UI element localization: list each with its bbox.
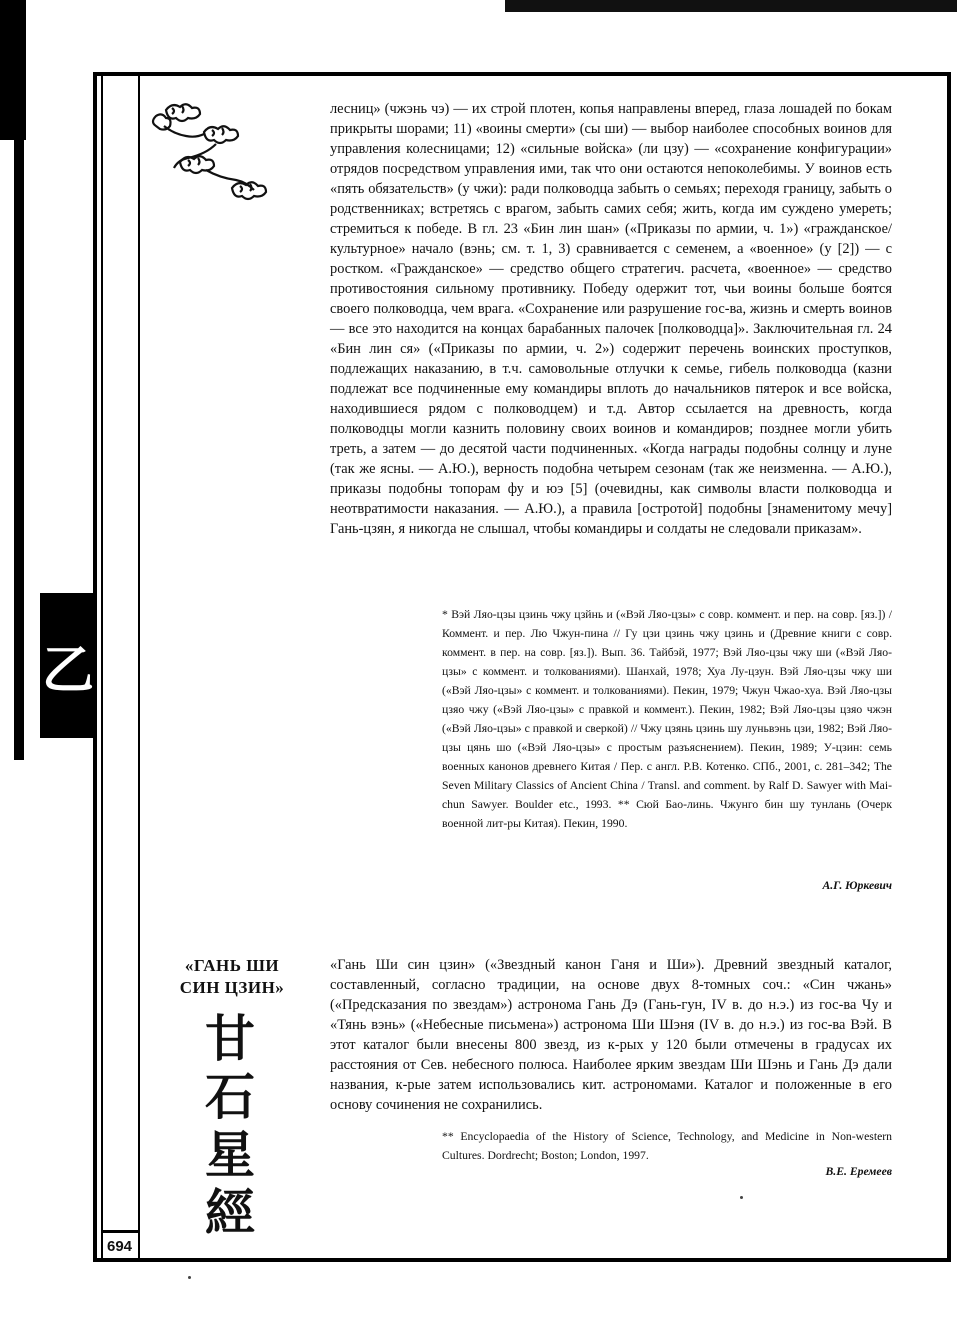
- entry-body: «Гань Ши син цзин» («Звездный канон Ганя и Ши»). Древний звездный каталог, составленный, согласно традиции, на основе двух 8-томных соч.: «Син чжань» («Предсказания по звездам») астронома Гань Дэ (Гань-гун, IV в. до н.э.) из гос-ва Чу и «Тянь вэнь» («Небесные письмена») астронома Ши Шэня (IV в. до н.э.) из гос-ва Вэй. В этот каталог были внесены 800 звезд, из к-рых у 120 были отмечены в градусах их расстояния от Сев. небесного полюса. Наиболее ярким звездам Ши Шэнь и Гань Дэ дали названия, к-рые затем использовались кит. астрономами. Каталог и положенные в его основу сочинения не сохранились.: [330, 957, 892, 1113]
- scan-edge-shadow: [0, 0, 26, 140]
- cloud-ornament-icon: [146, 96, 276, 216]
- hieroglyph: 石: [205, 1068, 255, 1126]
- entry-hieroglyphs: [200, 1010, 260, 1242]
- entry-bibliography: ** Encyclopaedia of the History of Science, Technology, and Medicine in Non-western Cultures. Dordrecht; Boston; London, 1997.: [442, 1130, 892, 1162]
- hieroglyph: 經: [205, 1184, 255, 1242]
- frame-inner-line-right: [138, 72, 140, 1262]
- hieroglyph: 甘: [205, 1010, 255, 1068]
- entry-heading-line1: «ГАНЬ ШИ: [184, 956, 280, 975]
- scan-edge-shadow-lower: [14, 140, 24, 760]
- section-tab: 乙: [40, 593, 96, 738]
- scan-speck: [188, 1276, 191, 1279]
- hieroglyph: 星: [205, 1126, 255, 1184]
- entry-author: В.Е. Еремеев: [825, 1165, 892, 1178]
- article-author: А.Г. Юркевич: [822, 879, 892, 892]
- article-bibliography: * Вэй Ляо-цзы цзинь чжу цзйнь и («Вэй Ляо-цзы» с совр. коммент. и пер. на совр. [яз.]) / Коммент. и пер. Лю Чжун-пина // Гу цзи цзинь чжу цзинь и (Древние книги с совр. коммент. в пер. на совр. [яз.]). Вып. 36. Тайбэй, 1977; Вэй Ляо-цзы чжу ши («Вэй Ляо-цзы» с коммент. и толкованиями). Шанхай, 1978; Хуа Лу-цзун. Вэй Ляо-цзы чжу ши («Вэй Ляо-цзы» с коммент. и толкованиями). Пекин, 1979; Чжун Чжао-хуа. Вэй Ляо-цзы цзяо чжу («Вэй Ляо-цзы» с правкой и коммент.). Пекин, 1982; Вэй Ляо-цзы цзяо чжэн («Вэй Ляо-цзы» с правкой и сверкой) // Чжу цзянь цзинь шу луньвэнь цзи, 1982; Вэй Ляо-цзы цянь шо («Вэй Ляо-цзы» с простым разъяснением). Пекин, 1989; У-цзин: семь военных канонов древнего Китая / Пер. с англ. Р.В. Котенко. СПб., 2001, с. 281–342; The Seven Military Classics of Ancient China / Transl. and comment. by Ralf D. Sawyer with Mai-chun Sawyer. Boulder etc., 1993. ** Сюй Бао-линь. Чжунго бин шу тунлань (Очерк военной лит-ры Китая). Пекин, 1990.: [442, 608, 892, 830]
- frame-inner-line-left: [101, 72, 103, 1262]
- scan-speck: [740, 1196, 743, 1199]
- page-number: 694: [101, 1230, 138, 1261]
- top-rule: [505, 0, 957, 12]
- entry-heading-line2: СИН ЦЗИН»: [179, 978, 285, 997]
- article-body: лесниц» (чжэнь чэ) — их строй плотен, копья направлены вперед, глаза лошадей по бокам прикрыты шорами; 11) «воины смерти» (сы ши) — выбор наиболее способных воинов для управления колесницами; 12) «сильные войска» (ли цзу) — «сохранение конфигурации» отрядов посредством управления ими, так что они остаются непоколебимы. У воинов есть «пять обязательств» (у чжи): ради полководца забыть о семьях; переходя границу, забыть о родственниках; встретясь с врагом, забыть самих себя; жить, когда им суждено умереть; стремиться к победе. В гл. 23 «Бин лин шан» («Приказы по армии, ч. 1») «гражданское/культурное» начало (вэнь; см. т. 1, 3) сравнивается с семенем, а «военное» (у [2]) — с ростком. «Гражданское» — средство общего стратегич. расчета, «военное» — средство противостояния сильному противнику. Победу одержит тот, чьи воины больше боятся своего полководца, чем врага. «Сохранение или разрушение гос-ва, жизнь и смерть воинов — все это находится на концах барабанных палочек [полководца]». Заключительная гл. 24 «Бин лин ся» («Приказы по армии, ч. 2») содержит перечень воинских проступков, подлежащих наказанию, в т.ч. самовольные отлучки к семье, гибель полководца (казни подлежат все подчиненные ему командиры вплоть до начальников пятерок и все войска, находившиеся рядом с полководцем) и т.д. Автор ссылается на древность, когда полководцы могли казнить половину своих воинов и командиров; позднее могли убить треть, а затем — до десятой части подчиненных. «Когда награды подобны солнцу и луне (так же ясны. — А.Ю.), верность подобна четырем сезонам (так же неизменна. — А.Ю.), приказы подобны топорам фу и юэ [5] (очевидны, как символы власти полководца и неотвратимости наказания. — А.Ю.), а правила [остротой] подобны [знаменитому мечу] Гань-цзян, я никогда не слышал, чтобы командиры и солдаты не следовали приказам».: [330, 101, 892, 537]
- entry-heading: [162, 955, 302, 999]
